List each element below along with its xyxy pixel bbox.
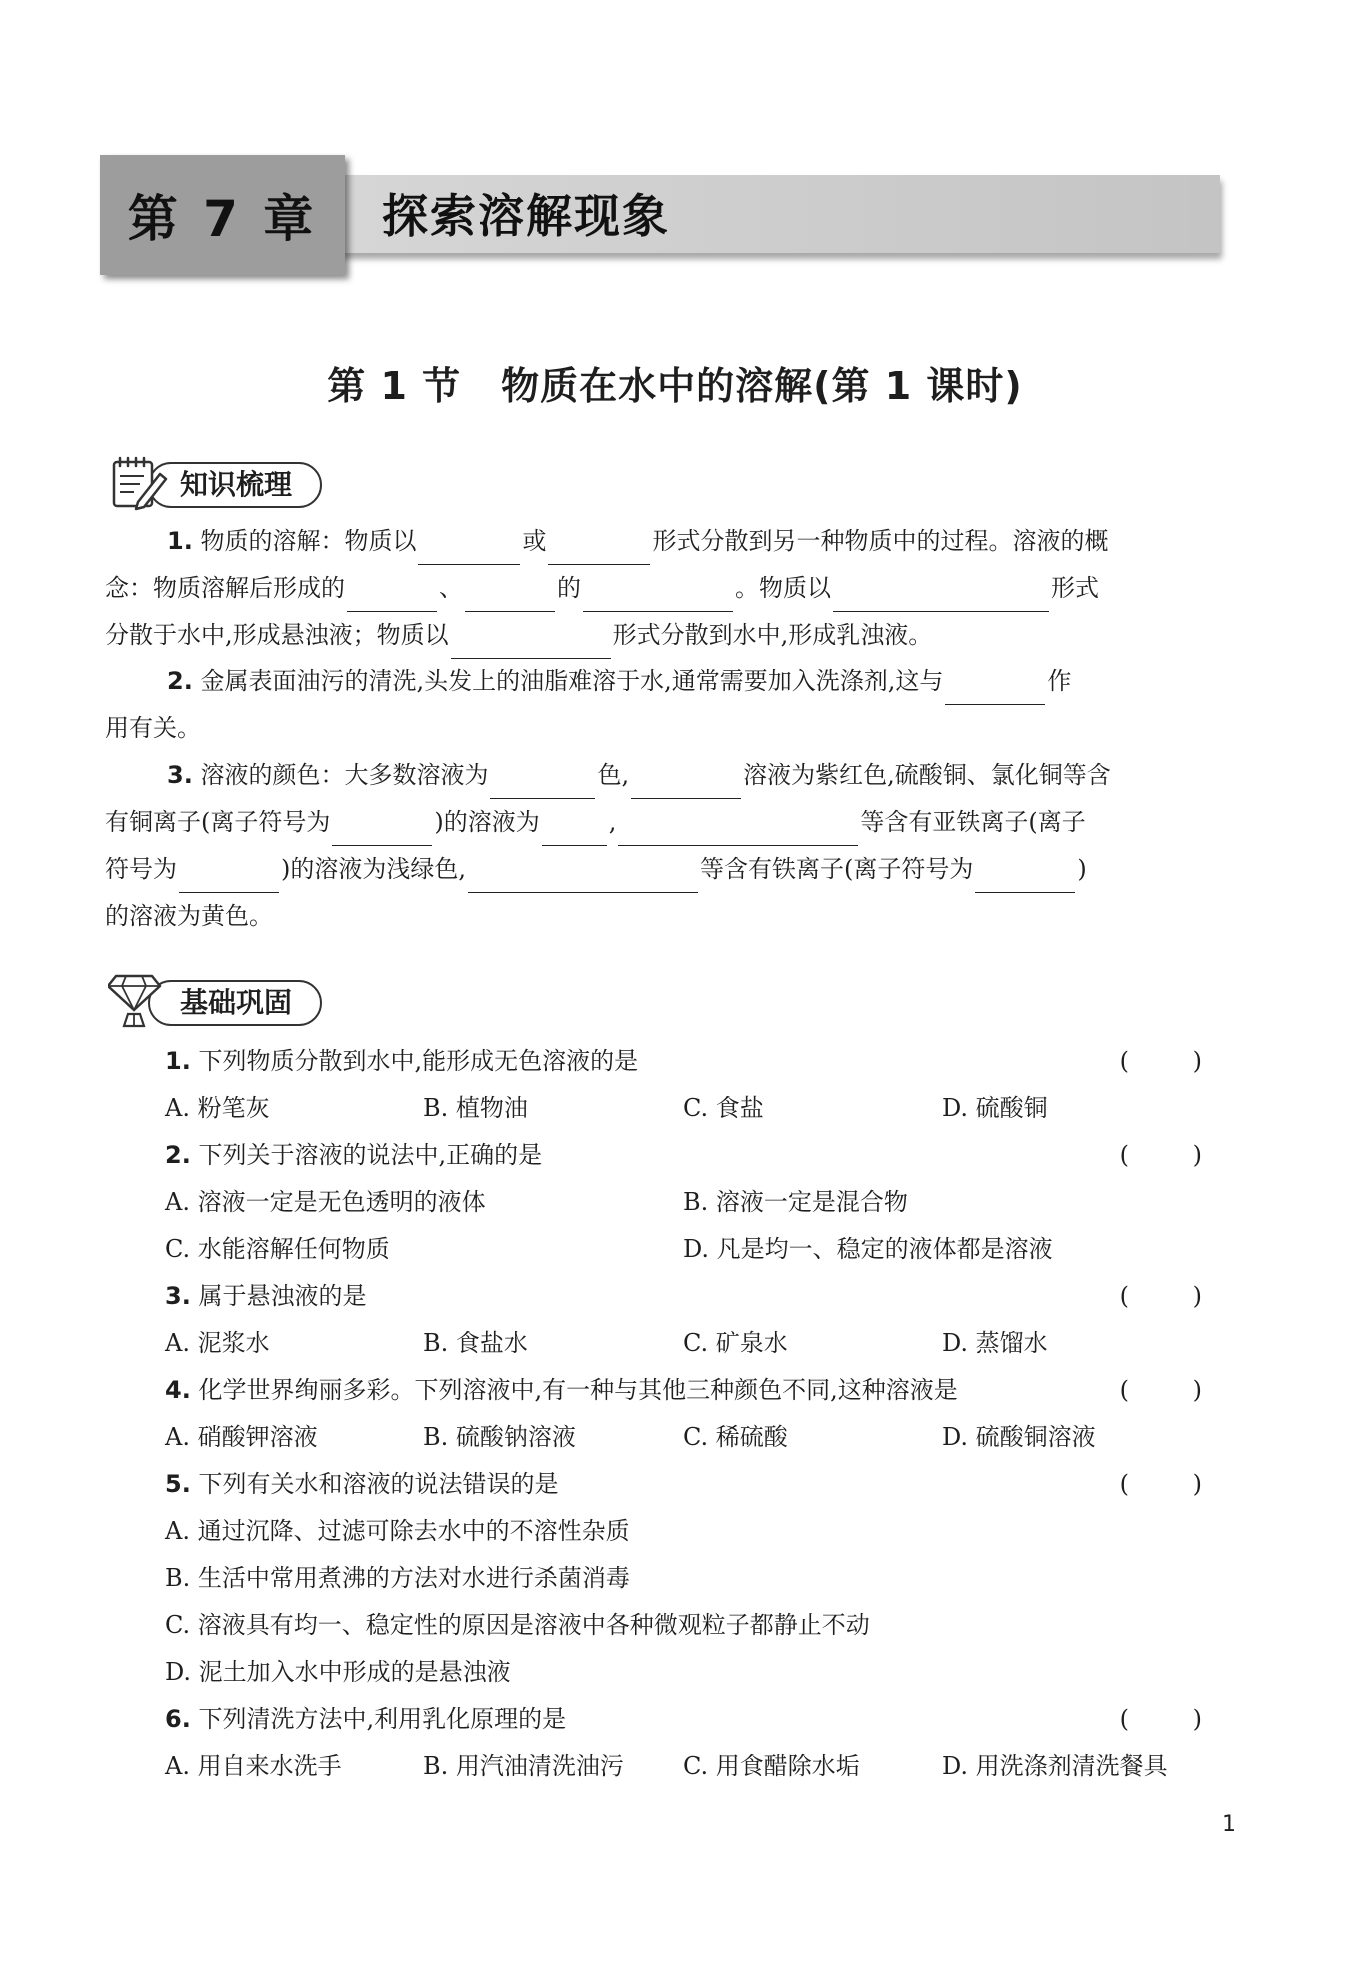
option-b[interactable]: B. 用汽油清洗油污 [423, 1752, 624, 1780]
answer-blank[interactable] [542, 817, 607, 846]
knowledge-heading-label: 知识梳理 [148, 462, 322, 508]
option-d[interactable]: D. 蒸馏水 [942, 1329, 1048, 1357]
answer-parentheses[interactable]: ( ) [1119, 1141, 1230, 1169]
option-c[interactable]: C. 用食醋除水垢 [683, 1752, 860, 1780]
option-d[interactable]: D. 硫酸铜溶液 [942, 1423, 1096, 1451]
chapter-number: 第 7 章 [127, 190, 318, 248]
option-c[interactable]: C. 溶液具有均一、稳定性的原因是溶液中各种微观粒子都静止不动 [165, 1611, 870, 1639]
question-2-options-row-1 [165, 1179, 1230, 1226]
option-b[interactable]: B. 植物油 [423, 1094, 528, 1122]
question-5-option-d-row [165, 1649, 1230, 1696]
answer-parentheses[interactable]: ( ) [1119, 1470, 1230, 1498]
option-c[interactable]: C. 稀硫酸 [683, 1423, 788, 1451]
question-1-options [165, 1085, 1230, 1132]
answer-blank[interactable] [618, 817, 858, 846]
section-name: 物质在水中的溶解(第 1 课时) [501, 364, 1023, 408]
option-d[interactable]: D. 凡是均一、稳定的液体都是溶液 [683, 1235, 1053, 1263]
answer-blank[interactable] [468, 864, 698, 893]
answer-blank[interactable] [179, 864, 279, 893]
question-4: 4. 化学世界绚丽多彩。下列溶液中,有一种与其他三种颜色不同,这种溶液是 ( ) [165, 1367, 1230, 1414]
option-a[interactable]: A. 溶液一定是无色透明的液体 [165, 1188, 486, 1216]
question-5-option-b-row [165, 1555, 1230, 1602]
question-6-options [165, 1743, 1230, 1790]
option-d[interactable]: D. 用洗涤剂清洗餐具 [942, 1752, 1168, 1780]
question-1: 1. 下列物质分散到水中,能形成无色溶液的是 ( ) [165, 1038, 1230, 1085]
option-a[interactable]: A. 用自来水洗手 [165, 1752, 342, 1780]
answer-blank[interactable] [418, 536, 520, 565]
question-6: 6. 下列清洗方法中,利用乳化原理的是 ( ) [165, 1696, 1230, 1743]
notebook-pencil-icon [108, 452, 170, 512]
option-d[interactable]: D. 泥土加入水中形成的是悬浊液 [165, 1658, 511, 1686]
option-c[interactable]: C. 水能溶解任何物质 [165, 1235, 390, 1263]
option-d[interactable]: D. 硫酸铜 [942, 1094, 1048, 1122]
answer-blank[interactable] [975, 864, 1075, 893]
answer-blank[interactable] [833, 583, 1049, 612]
answer-blank[interactable] [631, 770, 741, 799]
answer-blank[interactable] [548, 536, 650, 565]
answer-blank[interactable] [451, 630, 611, 659]
chapter-number-box [100, 155, 345, 275]
option-b[interactable]: B. 生活中常用煮沸的方法对水进行杀菌消毒 [165, 1564, 630, 1592]
page-number: 1 [1222, 1812, 1236, 1837]
answer-parentheses[interactable]: ( ) [1119, 1047, 1230, 1075]
answer-parentheses[interactable]: ( ) [1119, 1376, 1230, 1404]
option-a[interactable]: A. 泥浆水 [165, 1329, 270, 1357]
option-a[interactable]: A. 硝酸钾溶液 [165, 1423, 318, 1451]
chapter-title: 探索溶解现象 [382, 189, 670, 243]
question-2: 2. 下列关于溶液的说法中,正确的是 ( ) [165, 1132, 1230, 1179]
section-label: 第 1 节 [327, 364, 462, 408]
answer-blank[interactable] [332, 817, 432, 846]
diamond-icon [108, 970, 170, 1030]
question-5-option-a-row [165, 1508, 1230, 1555]
question-4-options [165, 1414, 1230, 1461]
answer-blank[interactable] [465, 583, 555, 612]
option-c[interactable]: C. 食盐 [683, 1094, 764, 1122]
knowledge-item-2: 2. 金属表面油污的清洗,头发上的油脂难溶于水,通常需要加入洗涤剂,这与 作 用有关。 [105, 667, 1072, 742]
answer-parentheses[interactable]: ( ) [1119, 1282, 1230, 1310]
answer-blank[interactable] [945, 676, 1045, 705]
option-b[interactable]: B. 食盐水 [423, 1329, 528, 1357]
question-5: 5. 下列有关水和溶液的说法错误的是 ( ) [165, 1461, 1230, 1508]
section-title [0, 355, 1350, 410]
option-a[interactable]: A. 粉笔灰 [165, 1094, 270, 1122]
answer-blank[interactable] [490, 770, 595, 799]
basics-heading-label: 基础巩固 [148, 980, 322, 1026]
knowledge-item-1: 1. 物质的溶解：物质以 或 形式分散到另一种物质中的过程。溶液的概 念：物质溶解后形成的 、 的 。物质以 形式 分散于水中,形成悬浊液；物质以 形式分散到水中,形成乳浊液。 [105, 518, 1230, 659]
question-3-options [165, 1320, 1230, 1367]
chapter-banner [100, 155, 1225, 280]
option-b[interactable]: B. 硫酸钠溶液 [423, 1423, 576, 1451]
answer-blank[interactable] [583, 583, 733, 612]
option-a[interactable]: A. 通过沉降、过滤可除去水中的不溶性杂质 [165, 1517, 630, 1545]
option-c[interactable]: C. 矿泉水 [683, 1329, 788, 1357]
option-b[interactable]: B. 溶液一定是混合物 [683, 1188, 908, 1216]
answer-blank[interactable] [347, 583, 437, 612]
question-5-option-c-row [165, 1602, 1230, 1649]
question-3: 3. 属于悬浊液的是 ( ) [165, 1273, 1230, 1320]
answer-parentheses[interactable]: ( ) [1119, 1705, 1230, 1733]
knowledge-item-3: 3. 溶液的颜色：大多数溶液为 色, 溶液为紫红色,硫酸铜、氯化铜等含 有铜离子(离子符号为 )的溶液为 , 等含有亚铁离子(离子 符号为 )的溶液为浅绿色, 等含有铁离子(离子符号为 ) 的溶液为黄色。 [105, 761, 1111, 930]
question-2-options-row-2 [165, 1226, 1230, 1273]
